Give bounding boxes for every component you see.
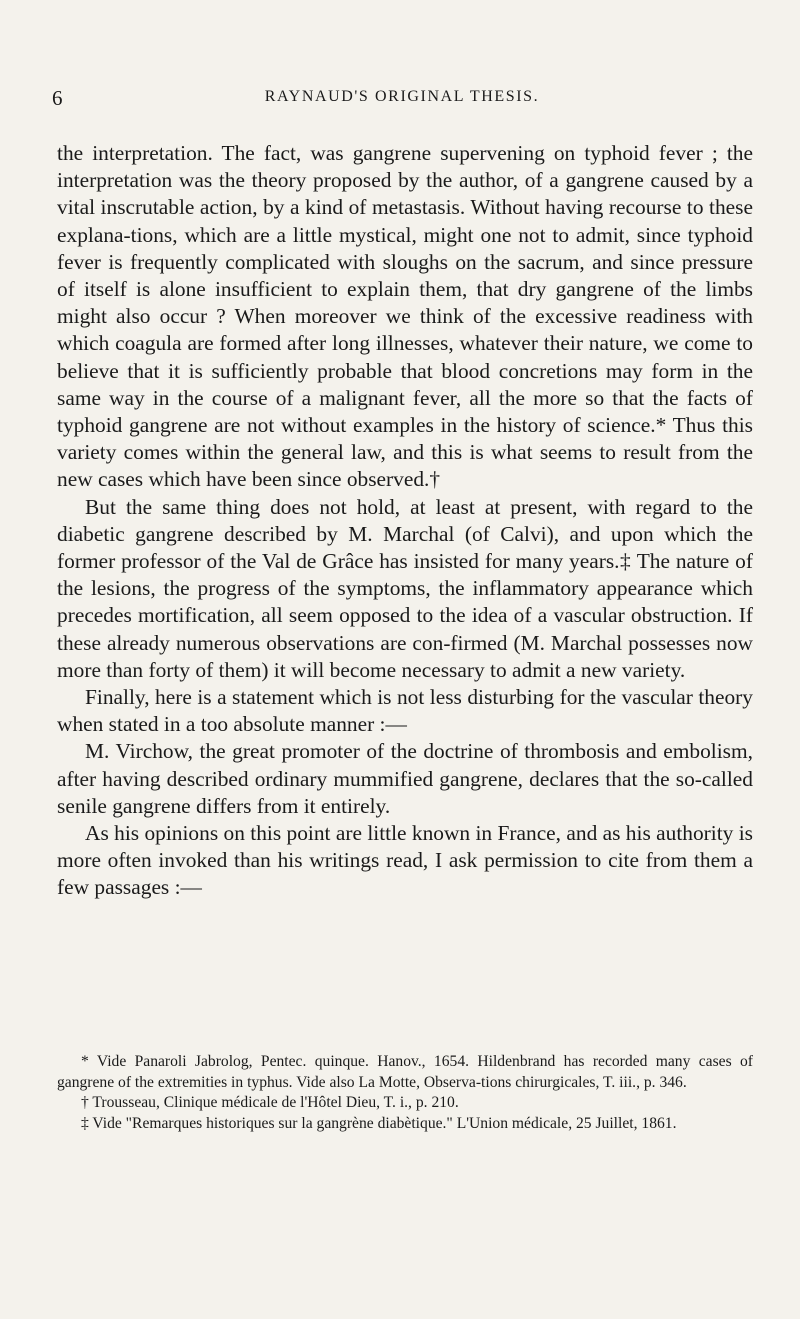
page-number: 6 <box>52 86 63 110</box>
paragraph: the interpretation. The fact, was gangrene supervening on typhoid fever ; the interpretation was the theory proposed by the author, of a gangrene caused by a vital inscrutable action, by a kind of metastasis. Without having recourse to these explana-tions, which are a little mystical, might one not to admit, since typhoid fever is frequently complicated with sloughs on the sacrum, and since pressure of itself is alone insufficient to explain them, that dry gangrene of the limbs might also occur ? When moreover we think of the excessive readiness with which coagula are formed after long illnesses, whatever their nature, we come to believe that it is sufficiently probable that blood concretions may form in the same way in the course of a malignant fever, all the more so that the facts of typhoid gangrene are not without examples in the history of science.* Thus this variety comes within the general law, and this is what seems to result from the new cases which have been since observed.† <box>57 141 753 492</box>
paragraph: M. Virchow, the great promoter of the doctrine of thrombosis and embolism, after having described ordinary mummified gangrene, declares that the so-called senile gangrene differs from it entirely. <box>57 739 753 818</box>
paragraph: Finally, here is a statement which is not less disturbing for the vascular theory when stated in a too absolute manner :— <box>57 685 753 737</box>
paragraph: As his opinions on this point are little known in France, and as his authority is more often invoked than his writings read, I ask permission to cite from them a few passages :— <box>57 821 753 900</box>
footnote: * Vide Panaroli Jabrolog, Pentec. quinque. Hanov., 1654. Hildenbrand has recorded many cases of gangrene of the extremities in typhus. Vide also La Motte, Observa-tions chirurgicales, T. iii., p. 346. <box>57 1053 753 1091</box>
page-header <box>52 86 752 114</box>
footnote: ‡ Vide "Remarques historiques sur la gangrène diabètique." L'Union médicale, 25 Juillet, 1861. <box>81 1114 677 1132</box>
running-head: RAYNAUD'S ORIGINAL THESIS. <box>264 88 540 105</box>
body-text <box>57 140 753 902</box>
footnotes <box>57 1052 753 1134</box>
paragraph: But the same thing does not hold, at least at present, with regard to the diabetic gangrene described by M. Marchal (of Calvi), and upon which the former professor of the Val de Grâce has insisted for many years.‡ The nature of the lesions, the progress of the symptoms, the inflammatory appearance which precedes mortification, all seem opposed to the idea of a vascular obstruction. If these already numerous observations are con-firmed (M. Marchal possesses now more than forty of them) it will become necessary to admit a new variety. <box>57 494 753 682</box>
footnote: † Trousseau, Clinique médicale de l'Hôtel Dieu, T. i., p. 210. <box>81 1094 459 1111</box>
